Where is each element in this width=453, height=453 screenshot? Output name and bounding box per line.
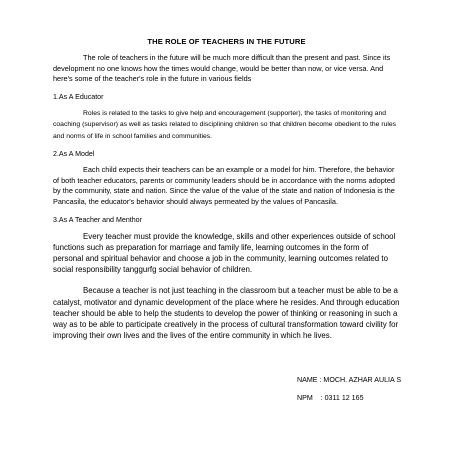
section-heading-educator: 1.As A Educator (53, 92, 104, 101)
section-text-teacher-menthor: Every teacher must provide the knowledge, skills and other experiences outside of school functions such as preparation for marriage and family life, learning outcomes in the form of personal and spiritual behavior and choose a job in the community, learning outcomes related to social responsibility tanggurfg social behavior of children. (53, 231, 396, 275)
intro-paragraph: The role of teachers in the future will be much more difficult than the present and past. Since its development no one knows how the times would change, would be better than now, or vice versa. And here's some of the teacher's role in the future in various fields (53, 53, 391, 84)
section-heading-model: 2.As A Model (53, 150, 95, 159)
section-text-model: Each child expects their teachers can be an example or a model for him. Therefore, the behavior of both teacher educators, parents or community leaders should be in accordance with the norms adopted by the community, state and nation. Since the value of the value of the state and nation of Indonesia is the Pancasila, the educator's behavior should always permeated by the values of Pancasila. (53, 165, 395, 207)
section-heading-teacher-menthor: 3.As A Teacher and Menthor (53, 215, 142, 224)
paragraph-gap (53, 275, 400, 285)
signature-name: NAME : MOCH. AZHAR AULIA S (297, 376, 402, 384)
section-text-educator: Roles is related to the tasks to give help and encouragement (supporter), the tasks of monitoring and coaching (supervisor) as well as tasks related to disciplining children so that children become obedient to the rules and norms of life in school families and communities. (53, 109, 397, 140)
closing-paragraph: Because a teacher is not just teaching in the classroom but a teacher must be able to be a catalyst, motivator and dynamic development of the place where he resides. And through education teacher should be able to help the students to develop the power of thinking or reasoning in such a way as to be able to participate creatively in the process of cultural transformation toward civility for improving their own lives and the lives of the entire community in which he lives. (53, 286, 400, 341)
signature-npm: NPM : 0311 12 165 (297, 394, 364, 402)
document-title: THE ROLE OF TEACHERS IN THE FUTURE (147, 37, 306, 46)
